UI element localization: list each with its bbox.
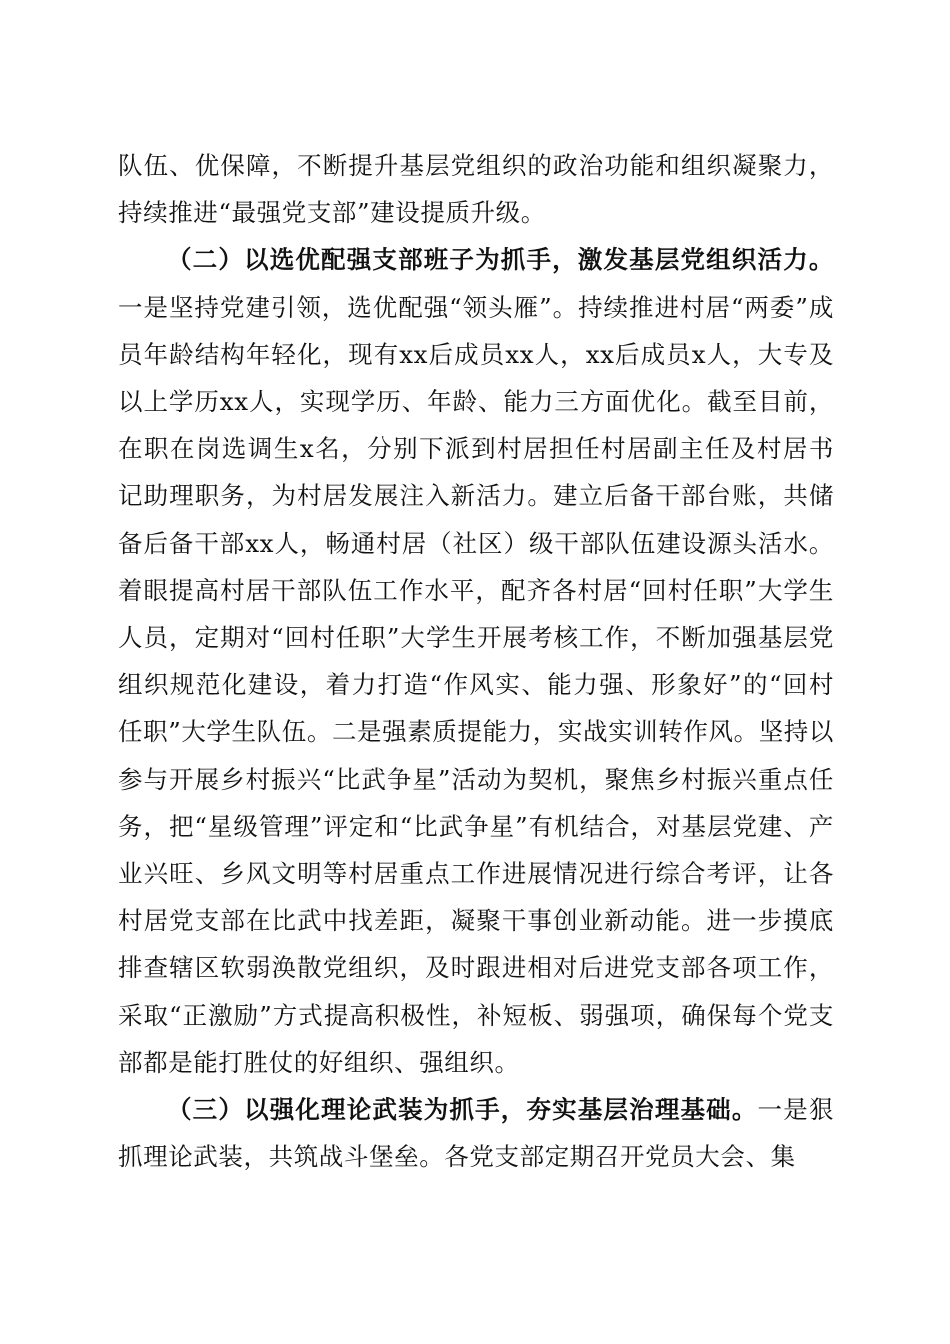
paragraph-text: 队伍、优保障，不断提升基层党组织的政治功能和组织凝聚力，持续推进“最强党支部”建设提质升级。	[118, 151, 834, 228]
section-heading: （三）以强化理论武装为抓手，夯实基层治理基础。	[167, 1095, 758, 1125]
document-body	[118, 142, 834, 1180]
paragraph-section-3	[118, 1086, 834, 1180]
paragraph-section-2	[118, 236, 834, 1086]
paragraph-text: 一是狠抓理论武装，共筑战斗堡垒。各党支部定期召开党员大会、集	[118, 1095, 834, 1172]
paragraph-continuation	[118, 142, 834, 236]
section-heading: （二）以选优配强支部班子为抓手，激发基层党组织活力。	[167, 245, 834, 275]
paragraph-text: 一是坚持党建引领，选优配强“领头雁”。持续推进村居“两委”成员年龄结构年轻化，现有xx后成员xx人，xx后成员x人，大专及以上学历xx人，实现学历、年龄、能力三方面优化。截至目前，在职在岗选调生x名，分别下派到村居担任村居副主任及村居书记助理职务，为村居发展注入新活力。建立后备干部台账，共储备后备干部xx人，畅通村居（社区）级干部队伍建设源头活水。着眼提高村居干部队伍工作水平，配齐各村居“回村任职”大学生人员，定期对“回村任职”大学生开展考核工作，不断加强基层党组织规范化建设，着力打造“作风实、能力强、形象好”的“回村任职”大学生队伍。二是强素质提能力，实战实训转作风。坚持以参与开展乡村振兴“比武争星”活动为契机，聚焦乡村振兴重点任务，把“星级管理”评定和“比武争星”有机结合，对基层党建、产业兴旺、乡风文明等村居重点工作进展情况进行综合考评，让各村居党支部在比武中找差距，凝聚干事创业新动能。进一步摸底排查辖区软弱涣散党组织，及时跟进相对后进党支部各项工作，采取“正激励”方式提高积极性，补短板、弱强项，确保每个党支部都是能打胜仗的好组织、强组织。	[118, 292, 834, 1077]
